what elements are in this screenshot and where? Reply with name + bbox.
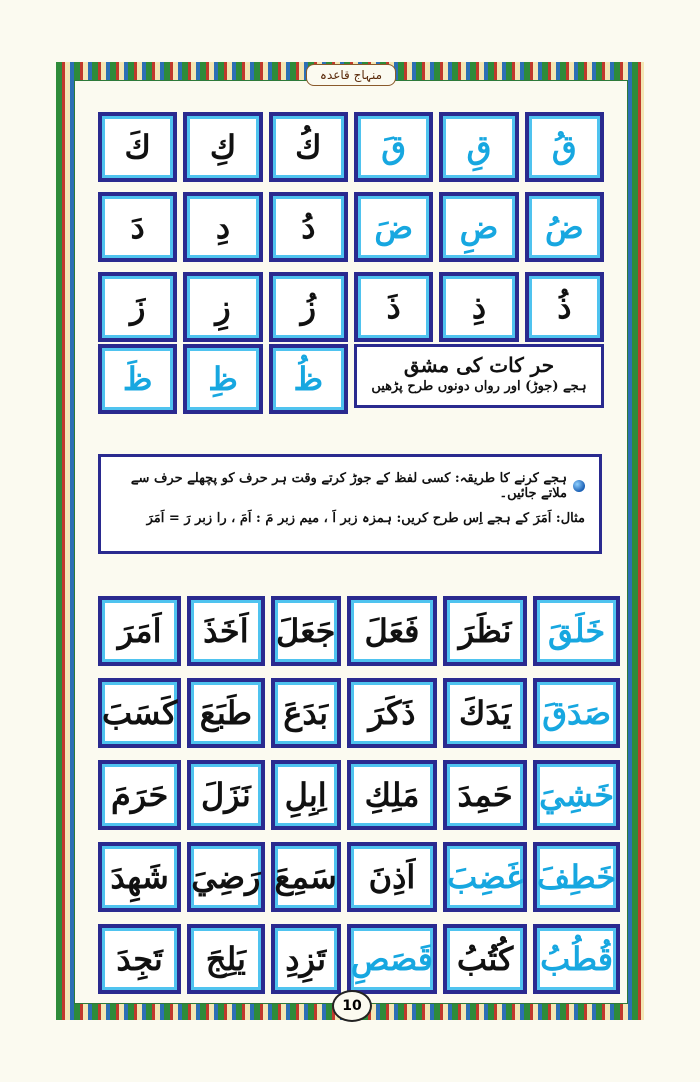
word-cell: خَطِفَ bbox=[533, 842, 620, 912]
drill-box bbox=[354, 344, 604, 408]
letter-cell: ضِ bbox=[439, 192, 518, 262]
word-cell: جَعَلَ bbox=[271, 596, 341, 666]
word-cell: غَضِبَ bbox=[443, 842, 527, 912]
letter-cell: ضَ bbox=[354, 192, 433, 262]
word-cell: حَمِدَ bbox=[443, 760, 527, 830]
letter-cell: قُ bbox=[525, 112, 604, 182]
word-cell: كُتُبُ bbox=[443, 924, 527, 994]
word-cell: اَذِنَ bbox=[347, 842, 437, 912]
book-title: منہاج قاعدہ bbox=[306, 64, 396, 86]
word-cell: كَسَبَ bbox=[98, 678, 181, 748]
word-cell: خَلَقَ bbox=[533, 596, 620, 666]
drill-title: حر کات کی مشق bbox=[403, 353, 555, 377]
word-cell: خَشِيَ bbox=[533, 760, 620, 830]
word-cell: سَمِعَ bbox=[271, 842, 341, 912]
letter-cell: قَ bbox=[354, 112, 433, 182]
word-cell: يَدَكَ bbox=[443, 678, 527, 748]
word-cell: شَهِدَ bbox=[98, 842, 181, 912]
word-cell: نَزَلَ bbox=[187, 760, 264, 830]
letter-cell: دَ bbox=[98, 192, 177, 262]
word-cell: اَخَذَ bbox=[187, 596, 264, 666]
page-number: 10 bbox=[332, 990, 372, 1022]
drill-row bbox=[98, 344, 604, 414]
letter-cell: كَ bbox=[98, 112, 177, 182]
letter-cell: ذُ bbox=[525, 272, 604, 342]
letter-cell: كِ bbox=[183, 112, 262, 182]
letter-cell: دُ bbox=[269, 192, 348, 262]
letter-cell: زُ bbox=[269, 272, 348, 342]
word-cell: تَزِدِ bbox=[271, 924, 341, 994]
letter-grid bbox=[98, 112, 604, 342]
word-cell: تَجِدَ bbox=[98, 924, 181, 994]
word-grid bbox=[98, 596, 617, 994]
word-cell: فَعَلَ bbox=[347, 596, 437, 666]
word-cell: رَضِيَ bbox=[187, 842, 264, 912]
bullet-icon bbox=[573, 480, 585, 492]
word-cell: حَرَمَ bbox=[98, 760, 181, 830]
word-cell: قُطُبُ bbox=[533, 924, 620, 994]
letter-cell: قِ bbox=[439, 112, 518, 182]
word-cell: قَصَصِ bbox=[347, 924, 437, 994]
word-cell: مَلِكِ bbox=[347, 760, 437, 830]
info-box bbox=[98, 454, 602, 554]
word-cell: ذَكَرَ bbox=[347, 678, 437, 748]
info-line-2: مثال: اَمَرَ کے ہجے اِس طرح کریں: ہمزہ زبر اَ ، میم زبر مَ : اَمَ ، را زبر رَ = اَمَرَ bbox=[146, 511, 585, 526]
letter-cell: ظِ bbox=[183, 344, 262, 414]
word-cell: يَلِجَ bbox=[187, 924, 264, 994]
letter-cell: ذَ bbox=[354, 272, 433, 342]
letter-cell: زِ bbox=[183, 272, 262, 342]
letter-cell: زَ bbox=[98, 272, 177, 342]
letter-cell: ظُ bbox=[269, 344, 348, 414]
letter-cell: ضُ bbox=[525, 192, 604, 262]
word-cell: صَدَقَ bbox=[533, 678, 620, 748]
word-cell: اِبِلِ bbox=[271, 760, 341, 830]
word-cell: بَدَعَ bbox=[271, 678, 341, 748]
letter-cell: دِ bbox=[183, 192, 262, 262]
drill-subtitle: ہجے (جوڑ) اور رواں دونوں طرح پڑھیں bbox=[371, 379, 587, 394]
letter-cell: ظَ bbox=[98, 344, 177, 414]
letter-cell: ذِ bbox=[439, 272, 518, 342]
info-line-1: ہجے کرنے کا طریقہ: کسی لفظ کے جوڑ کرتے وقت ہر حرف کو پچھلے حرف سے ملاتے جائیں۔ bbox=[130, 471, 567, 501]
word-cell: طَبَعَ bbox=[187, 678, 264, 748]
word-cell: نَظَرَ bbox=[443, 596, 527, 666]
letter-cell: كُ bbox=[269, 112, 348, 182]
word-cell: اَمَرَ bbox=[98, 596, 181, 666]
